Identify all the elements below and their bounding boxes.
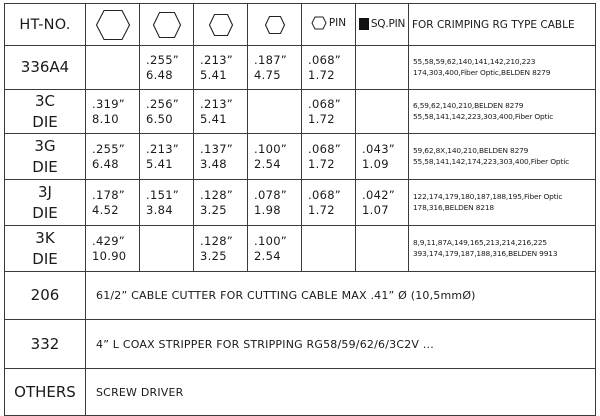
row-label: 332 [5, 320, 86, 369]
sq-pin-value [356, 46, 409, 90]
pin-value: .068” 1.72 [302, 134, 356, 180]
table-row [5, 90, 596, 134]
table-row [5, 320, 596, 369]
ht-no-header: HT-NO. [5, 4, 86, 46]
hex-xsmall-value: .100” 2.54 [248, 134, 302, 180]
hexagon-xsmall-header [248, 4, 302, 46]
hexagon-large-icon [95, 9, 131, 41]
hexagon-small-header [194, 4, 248, 46]
hex-small-value: .128” 3.25 [194, 226, 248, 272]
hex-xsmall-value: .187” 4.75 [248, 46, 302, 90]
hexagon-small-icon [208, 13, 234, 37]
sq-pin-header [356, 4, 409, 46]
hexagon-xsmall-icon [264, 15, 286, 35]
table-row [5, 369, 596, 416]
hexagon-medium-header [140, 4, 194, 46]
table-row [5, 46, 596, 90]
table-row [5, 226, 596, 272]
cable-list: 59,62,8X,140,210,BELDEN 8279 55,58,141,142,174,223,303,400,Fiber Optic [409, 134, 596, 180]
row-label: 3C DIE [5, 90, 86, 134]
sq-pin-value: .043” 1.09 [356, 134, 409, 180]
hex-large-value: .319” 8.10 [86, 90, 140, 134]
square-pin-icon [359, 18, 369, 30]
hex-medium-value [140, 226, 194, 272]
hex-xsmall-value [248, 90, 302, 134]
hex-small-value: .137” 3.48 [194, 134, 248, 180]
sq-pin-value [356, 226, 409, 272]
hex-medium-value: .151” 3.84 [140, 180, 194, 226]
cable-list: 122,174,179,180,187,188,195,Fiber Optic 178,316,BELDEN 8218 [409, 180, 596, 226]
row-label: 206 [5, 272, 86, 320]
hexagon-medium-icon [152, 11, 182, 39]
hex-xsmall-value: .078” 1.98 [248, 180, 302, 226]
hex-large-value [86, 46, 140, 90]
hex-medium-value: .256” 6.50 [140, 90, 194, 134]
hex-large-value: .178” 4.52 [86, 180, 140, 226]
pin-value: .068” 1.72 [302, 180, 356, 226]
pin-label: PIN [328, 17, 347, 29]
table-row [5, 272, 596, 320]
hex-medium-value: .255” 6.48 [140, 46, 194, 90]
sq-pin-value [356, 90, 409, 134]
sq-pin-label: SQ.PIN [370, 18, 406, 30]
row-label: 3K DIE [5, 226, 86, 272]
pin-value: .068” 1.72 [302, 90, 356, 134]
pin-header [302, 4, 356, 46]
hex-large-value: .255” 6.48 [86, 134, 140, 180]
hex-small-value: .213” 5.41 [194, 46, 248, 90]
tool-description: 61/2” CABLE CUTTER FOR CUTTING CABLE MAX .41” Ø (10,5mmØ) [86, 272, 596, 320]
hex-small-value: .213” 5.41 [194, 90, 248, 134]
crimp-cable-header: FOR CRIMPING RG TYPE CABLE [409, 4, 596, 46]
hex-xsmall-value: .100” 2.54 [248, 226, 302, 272]
cable-list: 8,9,11,87A,149,165,213,214,216,225 393,174,179,187,188,316,BELDEN 9913 [409, 226, 596, 272]
crimp-die-table [4, 3, 596, 416]
row-label: 3J DIE [5, 180, 86, 226]
table-row [5, 180, 596, 226]
sq-pin-value: .042” 1.07 [356, 180, 409, 226]
pin-hexagon-icon [311, 16, 327, 30]
row-label: 336A4 [5, 46, 86, 90]
hex-small-value: .128” 3.25 [194, 180, 248, 226]
tool-description: SCREW DRIVER [86, 369, 596, 416]
header-row [5, 4, 596, 46]
hex-medium-value: .213” 5.41 [140, 134, 194, 180]
cable-list: 6,59,62,140,210,BELDEN 8279 55,58,141,142,223,303,400,Fiber Optic [409, 90, 596, 134]
row-label: OTHERS [5, 369, 86, 416]
pin-value [302, 226, 356, 272]
cable-list: 55,58,59,62,140,141,142,210,223 174,303,400,Fiber Optic,BELDEN 8279 [409, 46, 596, 90]
pin-value: .068” 1.72 [302, 46, 356, 90]
table-row [5, 134, 596, 180]
tool-description: 4” L COAX STRIPPER FOR STRIPPING RG58/59/62/6/3C2V ... [86, 320, 596, 369]
hexagon-large-header [86, 4, 140, 46]
hex-large-value: .429” 10.90 [86, 226, 140, 272]
row-label: 3G DIE [5, 134, 86, 180]
